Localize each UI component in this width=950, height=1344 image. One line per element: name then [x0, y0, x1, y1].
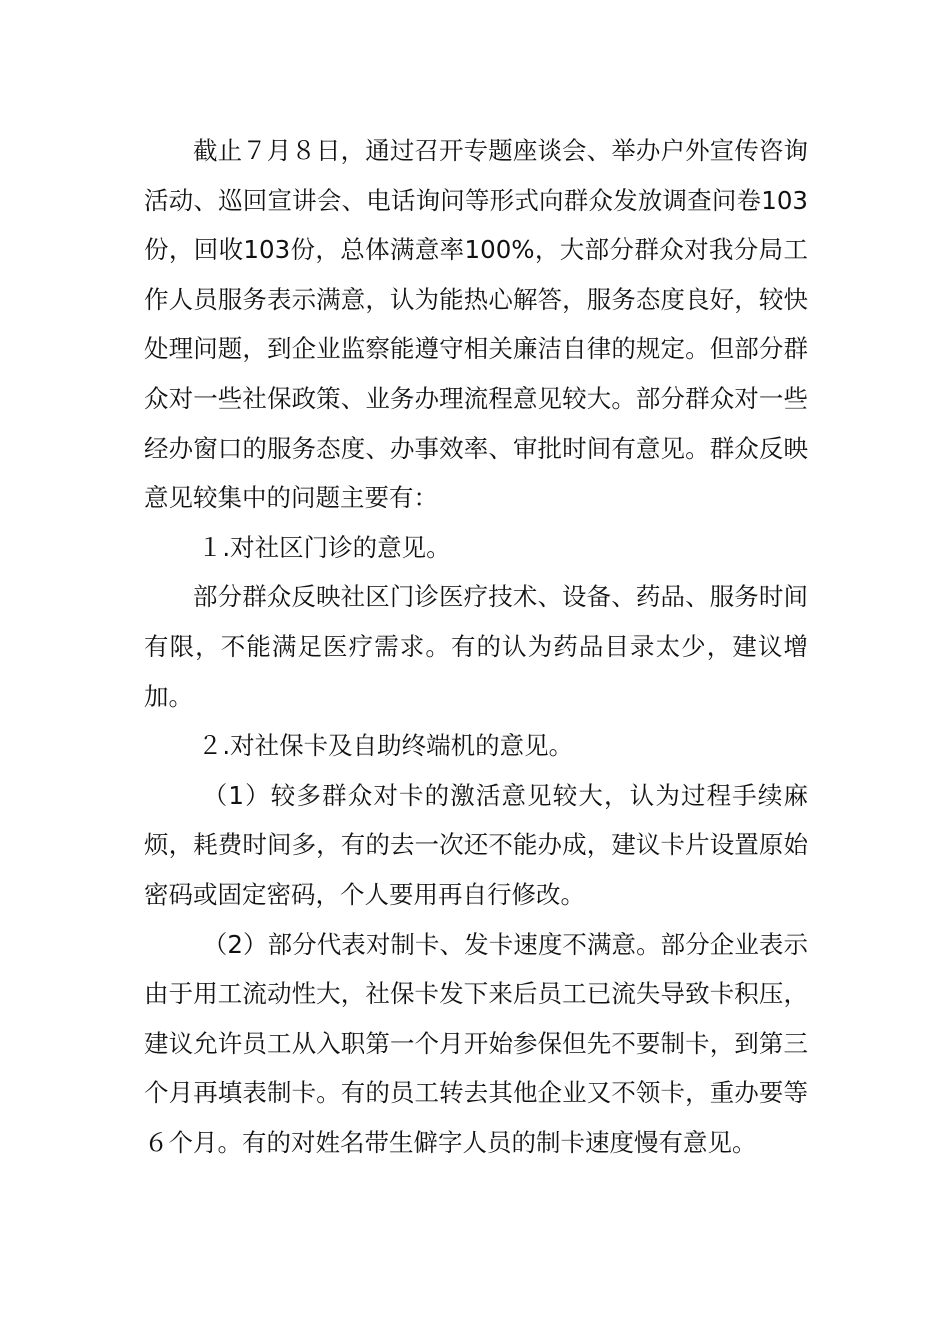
intro-paragraph: 截止７月８日，通过召开专题座谈会、举办户外宣传咨询活动、巡回宣讲会、电话询问等形式向群众发放调查问卷103份，回收103份，总体满意率100%，大部分群众对我分局工作人员服务表示满意，认为能热心解答，服务态度良好，较快处理问题，到企业监察能遵守相关廉洁自律的规定。但部分群众对一些社保政策、业务办理流程意见较大。部分群众对一些经办窗口的服务态度、办事效率、审批时间有意见。群众反映意见较集中的问题主要有： — [144, 136, 808, 513]
section-heading-community-clinic: １.对社区门诊的意见。 — [197, 532, 451, 562]
document-body — [144, 126, 808, 1167]
section-heading-social-security-card: ２.对社保卡及自助终端机的意见。 — [197, 731, 574, 761]
community-clinic-paragraph: 部分群众反映社区门诊医疗技术、设备、药品、服务时间有限，不能满足医疗需求。有的认为药品目录太少，建议增加。 — [144, 582, 808, 711]
card-activation-paragraph: （1）较多群众对卡的激活意见较大，认为过程手续麻烦，耗费时间多，有的去一次还不能办成，建议卡片设置原始密码或固定密码，个人要用再自行修改。 — [144, 780, 808, 909]
card-issuing-speed-paragraph: （2）部分代表对制卡、发卡速度不满意。部分企业表示由于用工流动性大，社保卡发下来后员工已流失导致卡积压，建议允许员工从入职第一个月开始参保但先不要制卡，到第三个月再填表制卡。有的员工转去其他企业又不领卡，重办要等６个月。有的对姓名带生僻字人员的制卡速度慢有意见。 — [144, 929, 808, 1157]
